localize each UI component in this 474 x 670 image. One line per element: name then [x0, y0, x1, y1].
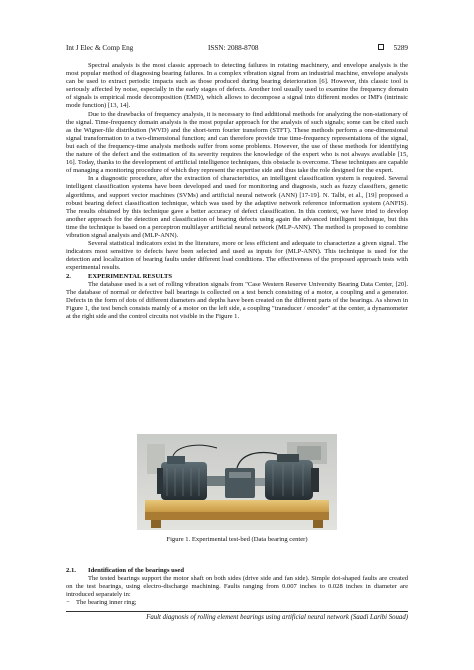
subsection-number: 2.1.: [66, 567, 76, 574]
paragraph: Spectral analysis is the most classic approach to detecting failures in rotating machinery, and envelope analysis is the most popular method of diagnosing bearing failures. In a complex vibration signal from an industrial machine, envelope analysis can be used to extract periodic impacts such as those produced during bearing deterioration [6]. However, this classic tool is seriously affected by noise, especially in the early stages of defects. Another tool usually used to examine the frequency domain of signals is empirical mode decomposition (EMD), which allows to decompose a signal into different modes or IMFs (intrinsic mode function) [13, 14].: [66, 62, 408, 110]
subsection-heading: [66, 567, 184, 574]
section-text: [66, 281, 408, 321]
running-header: [66, 42, 408, 54]
issn-label: ISSN: 2088-8708: [208, 44, 259, 52]
page-number: 5289: [393, 44, 408, 52]
running-footer: Fault diagnosis of rolling element bearings using artificial neural network (Saadi Laribi Souad): [146, 614, 408, 621]
section-title: EXPERIMENTAL RESULTS: [88, 273, 173, 280]
bullet-marker: −: [66, 599, 70, 607]
list-item: [66, 599, 408, 607]
paragraph: Several statistical indicators exist in the literature, more or less efficient and adequate to characterize a given signal. The indicators most sensitive to defects have been selected and used as inputs for (MLP-ANN). This technique is used for the detection and localization of bearing faults under different load conditions. The effectiveness of the proposed approach tests with experimental results.: [66, 240, 408, 272]
paragraph: The tested bearings support the motor shaft on both sides (drive side and fan side). Simple dot-shaped faults are created on the test bearings, using electro-discharge machining. Faults ranging from 0.007 inches to 0.028 inches in diameter are introduced separately in:: [66, 575, 408, 599]
subsection-text: [66, 575, 408, 607]
subsection-title: Identification of the bearings used: [88, 567, 184, 574]
intro-text: [66, 62, 408, 272]
section-number: 2.: [66, 273, 71, 280]
figure-caption: Figure 1. Experimental test-bed (Data bearing center): [166, 536, 308, 543]
footer-divider: [66, 611, 408, 612]
paragraph: The database used is a set of rolling vibration signals from "Case Western Reserve University Bearing Data Center, [20]. The database of normal or defective ball bearings is collected on a test bench consisting of a motor, a coupling and a generator. Defects in the form of dots of different diameters and depths have been created on the different parts of the bearings. As shown in Figure 1, the test bench consists mainly of a motor on the left side, a coupling "transducer / encoder" at the center, a dynamometer at the right side and the control circuits not visible in the Figure 1.: [66, 281, 408, 321]
section-heading: [66, 273, 172, 280]
list-item-text: The bearing inner ring;: [76, 599, 137, 607]
paragraph: In a diagnostic procedure, after the extraction of characteristics, an intelligent classification system is required. Several intelligent classification systems have been developed and used for monitoring and diagnosis, such as fuzzy classifiers, genetic algorithms, and support vector machines (SVMs) and artificial neural network (ANN) [17-19]. N. Talbi, et al., [19] proposed a robust bearing defect classification technique, which was used by the adaptive network reference information system (ANFIS). The results obtained by this technique gave a better accuracy of defect classification. In this context, we have tried to develop another approach for the detection and classification of bearing defects using again the advanced intelligent technique, but this time the technique is based on a perceptron multilayer artificial neural network (MLP-ANN). The method is proposed to combine vibration signal analysis and (MLP-ANN).: [66, 175, 408, 239]
journal-name: Int J Elec & Comp Eng: [66, 44, 134, 52]
test-bench-photo: [137, 434, 337, 530]
paragraph: Due to the drawbacks of frequency analysis, it is necessary to find additional methods for analyzing the non-stationary of the signal. Time-frequency domain analysis is the most popular approach for the analysis of such signals; some can be cited such as the Wigner-file distribution (WVD) and the short-term fourier transform (STFT). These methods perform a one-dimensional signal transformation to a two-dimensional function; and can therefore provide true time-frequency representations of the signal, but each of the frequency-time analysis methods suffer from some problems. However, the use of these methods for identifying the nature of the defect and the estimation of its severity requires the knowledge of the expert who is not always available [15, 16]. Today, thanks to the development of artificial intelligence techniques, this obstacle is overcome. These techniques are capable of managing a monitoring procedure of which they represent the expertise side and thus take the role designed for the expert.: [66, 110, 408, 175]
square-icon: [378, 44, 384, 50]
